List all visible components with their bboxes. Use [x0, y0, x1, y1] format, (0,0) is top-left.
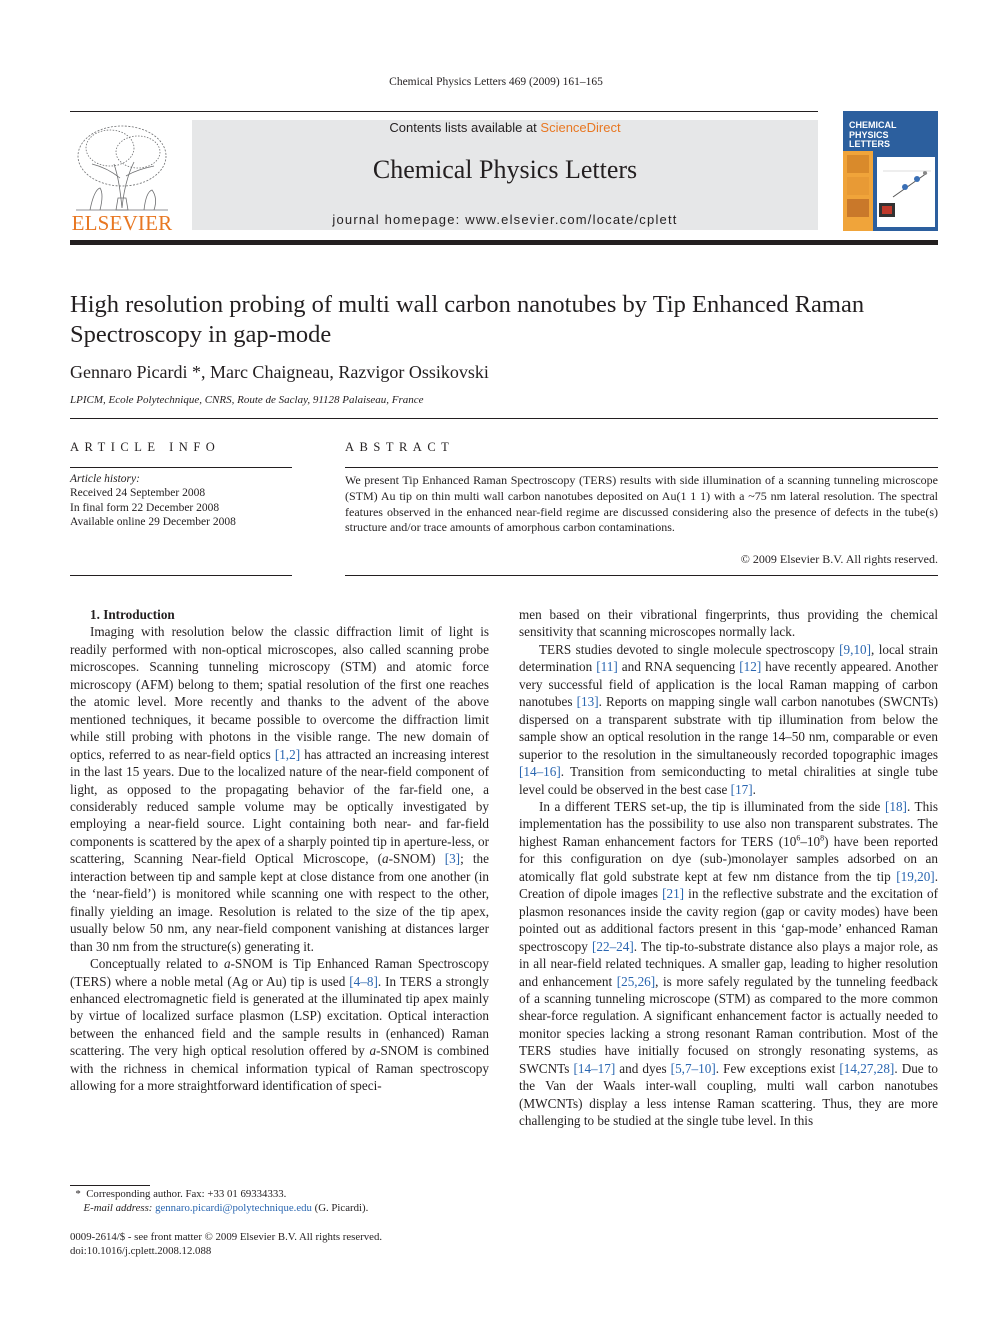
article-info-rule-top — [70, 467, 292, 468]
citation-link[interactable]: [13] — [576, 694, 599, 710]
footnote — [70, 1187, 489, 1215]
citation-link[interactable]: [14–17] — [573, 1060, 616, 1076]
abstract-text: We present Tip Enhanced Raman Spectroscopy (TERS) results with side illumination of a scanning tunneling microscope (STM) Au tip on thin multi wall carbon nanotubes deposited on Au(1 1 1) with a ~75 nm lateral resolution. The spectral features observed in the enhanced near-field regime are discussed considering also the presence of defects in the tube(s) structure and/or trace amounts of amorphous carbon contaminations. — [345, 473, 938, 535]
body-column-left — [70, 606, 489, 1095]
citation-link[interactable]: [21] — [662, 886, 685, 902]
citation-link[interactable]: [11] — [596, 659, 618, 675]
article-authors: Gennaro Picardi *, Marc Chaigneau, Razvigor Ossikovski — [70, 362, 489, 382]
history-received: Received 24 September 2008 — [70, 487, 206, 500]
footnote-corresponding: * Corresponding author. Fax: +33 01 69334333. — [75, 1188, 287, 1200]
citation-link[interactable]: [18] — [884, 798, 907, 814]
citation-link[interactable]: [14,27,28] — [839, 1060, 895, 1076]
citation-link[interactable]: [14–16] — [519, 764, 561, 780]
section-title: 1. Introduction — [90, 607, 175, 622]
history-online: Available online 29 December 2008 — [70, 516, 236, 529]
citation-link[interactable]: [3] — [444, 851, 461, 867]
paragraph: In a different TERS set-up, the tip is illuminated from the side [18]. This implementation has the possibility to use also non transparent substrates. The highest Raman enhancement factors for TERS $(10^6-10^8)$ have been reported for this configuration on dye (sub-)monolayer samples adsorbed on an atomically flat gold substrate kept at few nm distance from the tip [19,20]. Creation of dipole images [21] in the reflective substrate and the excitation of plasmon resonances inside the cavity region (gap or cavity modes) have been pointed out as additional factors present in this ‘gap-mode’ enhanced Raman spectroscopy [22–24]. The tip-to-substrate distance also plays a major role, as in all near-field related techniques. A smaller gap, leading to higher resolution and enhancement [25,26], is more safely regulated by the tunneling feedback of a scanning tunneling microscope (STM) as compared to the more common shear-force regulation. A significant enhancement factor is actually needed to monitor species lacking a strong resonant Raman contribution. Most of the TERS studies have initially focused on strongly resonating systems, as SWCNTs [14–17] and dyes [5,7–10]. Few exceptions exist [14,27,28]. Due to the Van der Waals inter-wall coupling, multi wall carbon nanotubes (MWCNTs) display a less intense Raman scattering. Thus, they are more challenging to be studied at the single tube level. In this — [519, 798, 939, 1129]
cover-art — [843, 111, 938, 231]
history-label: Article history: — [70, 473, 140, 485]
email-link[interactable]: gennaro.picardi@polytechnique.edu — [155, 1202, 312, 1214]
citation-link[interactable]: [22–24] — [591, 938, 634, 954]
bottom-matter — [70, 1230, 382, 1258]
citation-link[interactable]: [25,26] — [616, 973, 656, 989]
cover-title: CHEMICAL PHYSICS LETTERS — [849, 120, 897, 149]
body-column-right — [519, 606, 938, 1130]
abstract-rule-top — [345, 467, 938, 468]
journal-title: Chemical Physics Letters — [372, 155, 638, 184]
citation-link[interactable]: [9,10] — [839, 641, 872, 657]
article-info-rule-bottom — [70, 575, 292, 576]
issn-line: 0009-2614/$ - see front matter © 2009 Elsevier B.V. All rights reserved. — [70, 1231, 383, 1243]
citation-link[interactable]: [1,2] — [274, 746, 301, 762]
elsevier-wordmark: ELSEVIER — [71, 211, 173, 235]
paragraph: men based on their vibrational fingerprints, thus providing the chemical sensitivity that scanning microscopes normally lack. — [519, 607, 938, 640]
article-info-heading: ARTICLE INFO — [70, 440, 221, 454]
header-rule — [70, 111, 818, 112]
footnote-email: E-mail address: gennaro.picardi@polytechnique.edu (G. Picardi). — [83, 1202, 369, 1214]
paragraph: TERS studies devoted to single molecule spectroscopy [9,10], local strain determination [11] and RNA sequencing [12] have recently appeared. Another very successful field of application is the local Raman mapping of carbon nanotubes [13]. Reports on mapping single wall carbon nanotubes (SWCNTs) dispersed on a transparent substrate with tip illumination from below the sample show an optical resolution in the range 14–50 nm, comparable or even superior to the resolution in the simultaneously recorded topographic images [14–16]. Transition from semiconducting to metal chiralities at single tube level could be observed in the best case [17]. — [519, 641, 938, 797]
article-affiliation: LPICM, Ecole Polytechnique, CNRS, Route de Saclay, 91128 Palaiseau, France — [70, 394, 424, 406]
citation-link[interactable]: [4–8] — [349, 973, 378, 989]
abstract-copyright: © 2009 Elsevier B.V. All rights reserved. — [740, 552, 938, 566]
paragraph: Conceptually related to a-SNOM is Tip Enhanced Raman Spectroscopy (TERS) where a noble metal (Ag or Au) tip is used [4–8]. In TERS a strongly enhanced electromagnetic field is generated at the illuminated tip apex mainly by virtue of localized surface plasmon (LSP) excitation. Optical interaction between the enhanced field and the sample results in (enhanced) Raman scattering. The very high optical resolution offered by a-SNOM is combined with the richness in chemical information typical of Raman spectroscopy allowing for a more straightforward identification of speci- — [70, 956, 489, 1094]
journal-homepage[interactable]: journal homepage: www.elsevier.com/locate/cplett — [332, 212, 678, 227]
affiliation-rule — [70, 418, 938, 419]
citation-link[interactable]: [12] — [739, 659, 762, 675]
header-thick-rule — [70, 240, 938, 245]
citation-link[interactable]: [19,20] — [896, 868, 935, 884]
abstract-rule-bottom — [345, 575, 938, 576]
citation-link[interactable]: [5,7–10] — [670, 1060, 716, 1076]
citation-link[interactable]: [17] — [730, 781, 753, 797]
journal-cover-image — [843, 111, 938, 231]
article-history — [70, 472, 236, 530]
paragraph: Imaging with resolution below the classic diffraction limit of light is readily performed with non-optical microscopes, also called scanning probe microscopes. Scanning tunneling microscopy (STM) and atomic force microscopy (AFM) belong to them; spatial resolution of the first one reaches the atomic level. More recently and thanks to the advent of the above mentioned techniques, it became possible to overcome the diffraction limit while still probing with photons in the visible range. The new domain of optics, referred to as near-field optics [1,2] has attracted an increasing interest in the last 15 years. Due to the localized nature of the near-field component of light, as opposed to the propagating behavior of the far-field one, a considerably reduced sample volume may be optically investigated by employing a near-field source. Light containing both near- and far-field components is scattered by the apex of a sharply pointed tip in aperture-less, or scattering, Scanning Near-field Optical Microscope, (a-SNOM) [3]; the interaction between tip and sample kept at close distance from one another (in the ‘near-field’) is monitored while scanning one with respect to the other, finally yielding an image. Resolution is related to the size of the tip apex, usually below 50 nm, any near-field component vanishing at distances larger than 30 nm from the structure(s) generating it. — [70, 624, 489, 954]
sciencedirect-link[interactable]: ScienceDirect — [540, 120, 621, 135]
contents-line: Contents lists available at ScienceDirect — [389, 120, 621, 135]
article-title: High resolution probing of multi wall carbon nanotubes by Tip Enhanced Raman Spectroscopy in gap-mode — [70, 291, 865, 348]
footnote-rule — [70, 1185, 150, 1186]
abstract-heading: ABSTRACT — [345, 440, 455, 454]
running-head: Chemical Physics Letters 469 (2009) 161–165 — [389, 76, 603, 88]
history-revised: In final form 22 December 2008 — [70, 501, 220, 514]
doi-line[interactable]: doi:10.1016/j.cplett.2008.12.088 — [70, 1245, 212, 1257]
